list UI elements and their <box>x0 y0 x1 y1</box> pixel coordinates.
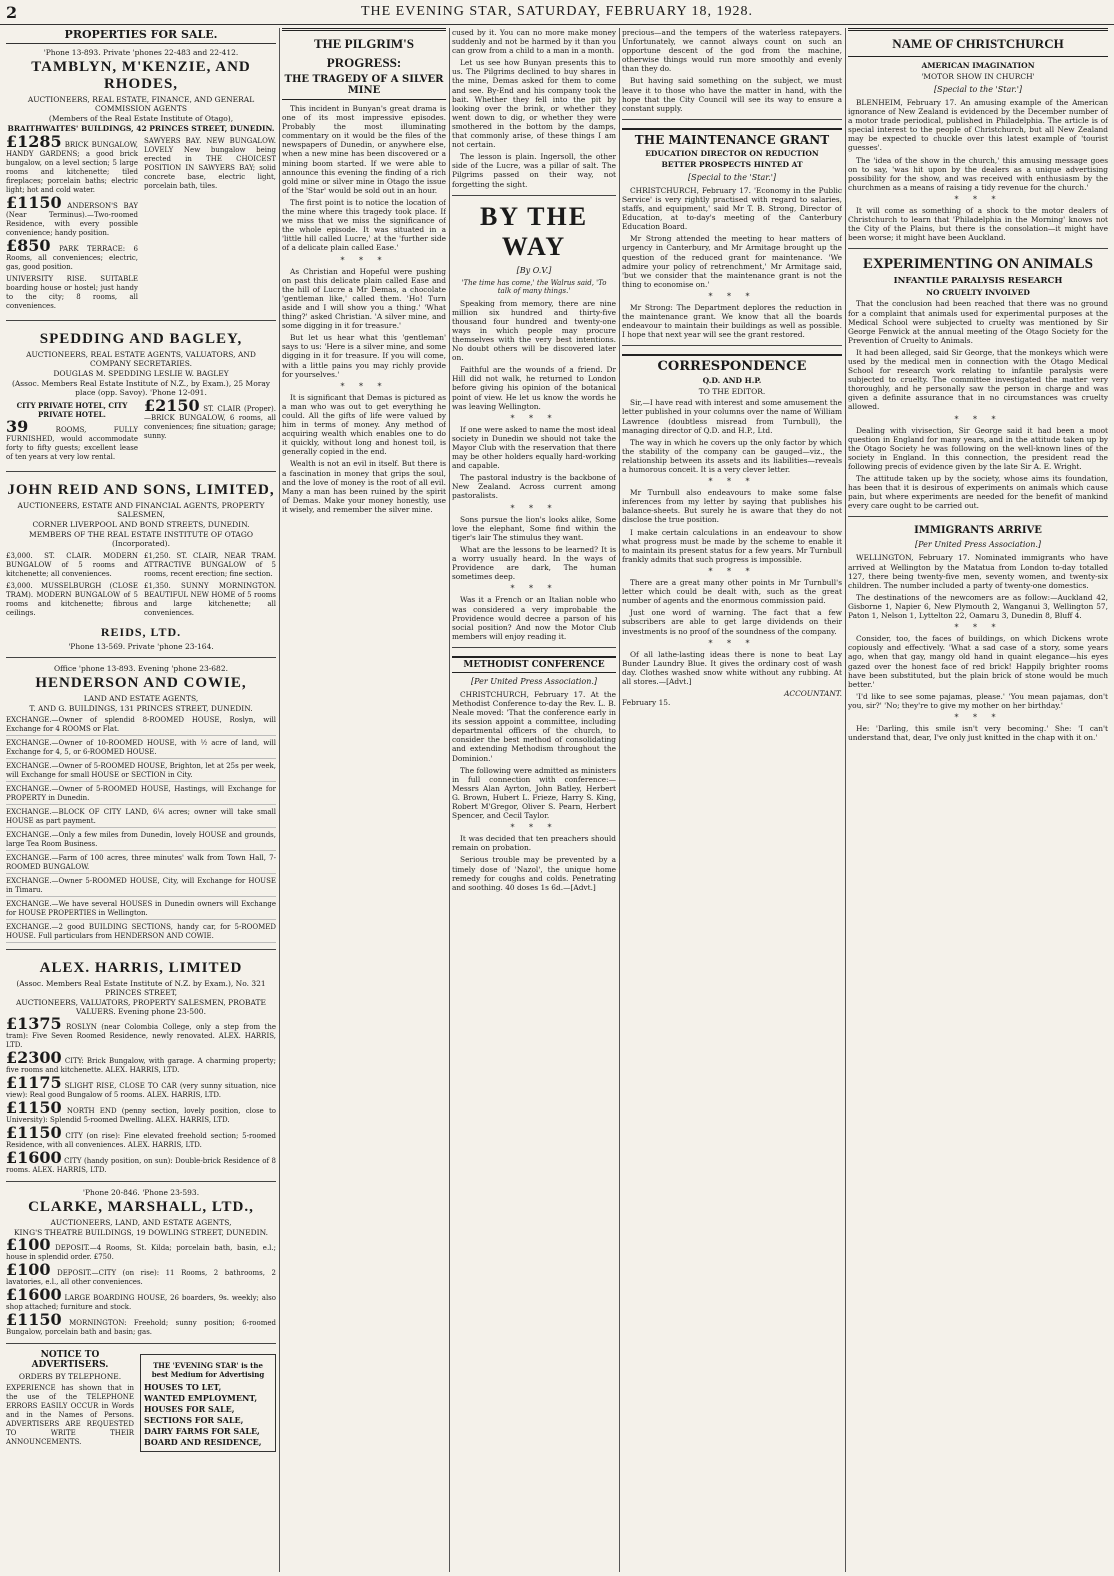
paragraph: I make certain calculations in an endeavour to show what progress must be made by the scheme to enable it to maintain its present status for a few years. Mr Turnbull frankly admits that such progress is impossible. <box>622 527 842 564</box>
article-title: THE MAINTENANCE GRANT <box>622 128 842 147</box>
article-continuation: cused by it. You can no more make money suddenly and not be harmed by it than you can grow from a child to a man in a month. <box>452 28 616 56</box>
article-subtitle: 'MOTOR SHOW IN CHURCH' <box>921 72 1035 81</box>
firm-subtitle: AUCTIONEERS, REAL ESTATE AGENTS, VALUATORS, AND COMPANY SECRETARIES. <box>26 350 256 368</box>
exchange-item: EXCHANGE.—Owner of splendid 8-ROOMED HOUSE, Roslyn, will Exchange for 4 ROOMS or Flat. <box>6 716 276 736</box>
price: £2300 <box>6 1048 62 1067</box>
paragraph: Speaking from memory, there are nine million six hundred and thirty-five thousand four hundred and twenty-one ways in which people may procure themselves with the very best intentions. No doubt others will be discovered later on. <box>452 298 616 363</box>
firm-phones: Office 'phone 13-893. Evening 'phone 23-682. <box>54 664 228 673</box>
ad-text: DEPOSIT.—CITY (on rise): 11 Rooms, 2 bathrooms, 2 lavatories, e.l., all other conveniences. <box>6 1269 276 1286</box>
firm-phones: 'Phone 20-846. 'Phone 23-593. <box>82 1188 200 1197</box>
article-body <box>452 299 616 641</box>
property-ad: CITY PRIVATE HOTEL, CITY PRIVATE HOTEL. <box>16 401 128 419</box>
firm-partners: DOUGLAS M. SPEDDING LESLIE W. BAGLEY <box>53 369 229 378</box>
property-ad <box>6 1073 276 1100</box>
paragraph: CHRISTCHURCH, February 17. 'Economy in the Public Service' is very rightly practised with regard to salaries, staffs, and equipment,' said Mr T. B. Strong, Director of Education, at to-day's meeting of the Canterbury Education Board. <box>622 185 842 232</box>
paragraph: The lesson is plain. Ingersoll, the other side of the Lucre, was a pillar of salt. The Pilgrims passed on their way, not forgetting the sight. <box>452 152 616 189</box>
letter-body <box>622 398 842 686</box>
firm-phones: 'Phone 13-569. Private 'phone 23-164. <box>68 642 214 651</box>
firm-address: T. AND G. BUILDINGS, 131 PRINCES STREET, DUNEDIN. <box>29 704 253 713</box>
price: £1150 <box>6 1310 62 1329</box>
price: £1600 <box>6 1148 62 1167</box>
clarke-ads <box>6 1235 276 1337</box>
harris-ads <box>6 1014 276 1175</box>
property-ad: UNIVERSITY RISE. SUITABLE boarding house or hostel; just handy to the city; 8 rooms, all conveniences. <box>6 275 138 310</box>
firm-subtitle: AUCTIONEERS, VALUATORS, PROPERTY SALESMEN, PROBATE VALUERS. Evening phone 23-500. <box>15 998 267 1016</box>
right-news-column <box>848 28 1108 1572</box>
property-ad: £1150 ANDERSON'S BAY (Near Terminus).—Two-roomed Residence, with every possible convenience; handy position. <box>6 193 138 237</box>
newspaper-title: THE EVENING STAR, SATURDAY, FEBRUARY 18, 1928. <box>360 4 754 19</box>
paragraph: As Christian and Hopeful were pushing on past this delicate plain called Ease and the hill of Lucre a Mr Demas, a chocolate 'gentleman like,' called them. 'Ho! Turn aside and I will show you a thing.' 'What thing?' asked Christian. 'A silver mine, and some digging in it for treasure.' <box>282 266 446 331</box>
ad-text: LARGE BOARDING HOUSE, 26 boarders, 9s. weekly; also shop attached; furniture and stock. <box>6 1294 276 1311</box>
paragraph: The way in which he covers up the only factor by which the stability of the company can be gauged—viz., the relationship between its assets and its liabilities—reveals a humorous conceit. It is a very clever letter. <box>622 437 842 474</box>
ad-text: NORTH END (penny section, lovely position, close to University): Splendid 5-roomed Dwelling. ALEX. HARRIS, LTD. <box>6 1107 276 1124</box>
promo-item: DAIRY FARMS FOR SALE, <box>144 1426 260 1436</box>
paragraph: The first point is to notice the location of the mine where this tragedy took place. If we miss that we miss the significance of the whole episode. It was situated in a 'little hill called Lucre,' at the 'further side of a delicate plain called Ease.' <box>282 197 446 253</box>
paragraph: Mr Turnbull also endeavours to make some false inferences from my letter by saying that publishes his balance-sheets. But surely he is aware that they do not disclose the true position. <box>622 488 842 525</box>
section-break: * * * <box>708 638 756 648</box>
article-title: THE PILGRIM'S PROGRESS: <box>313 36 415 70</box>
news-source: [Per United Press Association.] <box>914 540 1042 550</box>
price: £1150 <box>6 1098 62 1117</box>
paragraph: Sons pursue the lion's looks alike, Some love the elephant, Some find within the tiger's lair The stimulus they want. <box>452 514 616 542</box>
promo-item: SECTIONS FOR SALE, <box>144 1415 244 1425</box>
section-break: * * * <box>510 823 558 833</box>
paragraph: What are the lessons to be learned? It is a worry usually heard. In the ways of Providence are dark, The human sometimes deep. <box>452 544 616 582</box>
section-break: * * * <box>510 584 558 594</box>
paragraph: 'I'd like to see some pajamas, please.' 'You mean pajamas, don't you, sir?' 'No; they're to give my mother on her birthday.' <box>848 691 1108 710</box>
section-break: * * * <box>954 414 1002 424</box>
price: £100 <box>6 1260 51 1279</box>
property-ad <box>6 1310 276 1337</box>
column-rule <box>449 28 450 1572</box>
firm-subtitle: AUCTIONEERS, LAND, AND ESTATE AGENTS, <box>50 1218 232 1227</box>
firm-subtitle: AUCTIONEERS, REAL ESTATE, FINANCE, AND GENERAL COMMISSION AGENTS <box>27 95 255 113</box>
paragraph: The following were admitted as ministers in full connection with conference:—Messrs Alan Ayrton, John Batley, Herbert G. Brown, Hubert L. Frieze, Harry S. King, Robert M'Gregor, Oliver S. Pearn, Herbert Spencer, and Cecil Taylor. <box>452 765 616 821</box>
letter-recipient: TO THE EDITOR. <box>698 387 766 397</box>
paragraph: That the conclusion had been reached that there was no ground for a complaint that animals used for experimental purposes at the Medical School were subjected to cruelty was mentioned by Sir George Fenwick at the annual meeting of the Otago Society for the Prevention of Cruelty to Animals. <box>848 299 1108 345</box>
exchange-item: EXCHANGE.—Farm of 100 acres, three minutes' walk from Town Hall, 7-ROOMED BUNGALOW. <box>6 854 276 874</box>
section-break: * * * <box>708 291 756 301</box>
section-break: * * * <box>708 477 756 487</box>
paragraph: Just one word of warning. The fact that a few subscribers are able to get large dividends on their investments is no proof of the soundness of the company. <box>622 608 842 636</box>
firm-name: CLARKE, MARSHALL, LTD., <box>28 1199 254 1215</box>
paragraph: The destinations of the newcomers are as follow:—Auckland 42, Gisborne 1, Napier 6, New Plymouth 2, Wanganui 3, Wellington 57, Paton 1, Nelson 1, Lyttelton 22, Oamaru 3, Dunedin 8, Bluff 4. <box>848 592 1108 621</box>
paragraph: It was decided that ten preachers should remain on probation. <box>452 834 616 853</box>
paragraph: But let us hear what this 'gentleman' says to us: 'Here is a silver mine, and some digging in it for treasure. If you will come, with a little pains you may richly provide for yourselves.' <box>282 333 446 379</box>
firm-phones: 'Phone 13-893. Private 'phones 22-483 and 22-412. <box>43 48 239 57</box>
ad-text: CITY (handy position, on sun): Double-brick Residence of 8 rooms. ALEX. HARRIS, LTD. <box>6 1157 276 1174</box>
news-source: [Per United Press Association.] <box>470 676 598 686</box>
section-break: * * * <box>954 623 1002 633</box>
section-break: * * * <box>340 255 388 265</box>
firm-subtitle: AUCTIONEERS, ESTATE AND FINANCIAL AGENTS, PROPERTY SALESMEN, <box>17 501 265 519</box>
ad-text: MORNINGTON: Freehold; sunny position; 6-roomed Bungalow, porcelain bath and basin; gas. <box>6 1319 276 1336</box>
byline: [By O.V.] <box>516 265 552 275</box>
article-body <box>452 58 616 188</box>
exchange-item: EXCHANGE.—Owner of 5-ROOMED HOUSE, Hastings, will Exchange for PROPERTY in Dunedin. <box>6 785 276 805</box>
notice-title: NOTICE TO ADVERTISERS. <box>31 1350 109 1370</box>
article-continuation: precious—and the tempers of the waterless ratepayers. Unfortunately, we cannot always count on such an opportune descent of the god from the machine, otherwise things would run more smoothly and evenly than they do. But having said something on the subject, we must leave it to those who have the matter in hand, with the hope that the City Council will see its way to ensure a constant supply. <box>622 28 842 113</box>
price: £2150 <box>144 396 200 415</box>
property-ad: £3,000. ST. CLAIR. MODERN BUNGALOW of 5 rooms and kitchenette; all conveniences. <box>6 552 138 578</box>
price: £1150 <box>6 1123 62 1142</box>
letter-signature: ACCOUNTANT. <box>784 689 842 699</box>
article-body <box>452 690 616 892</box>
exchange-item: EXCHANGE.—Owner of 5-ROOMED HOUSE, Brighton, let at 25s per week, will Exchange for small HOUSE or SECTION in City. <box>6 762 276 782</box>
firm-address: KING'S THEATRE BUILDINGS, 19 DOWLING STREET, DUNEDIN. <box>13 1228 269 1237</box>
firm-name: JOHN REID AND SONS, LIMITED, <box>7 482 275 498</box>
paragraph: CHRISTCHURCH, February 17. At the Methodist Conference to-day the Rev. L. B. Neale moved: 'That the conference early in its session appoint a committee, including departmental officers of the church, to consider the best method of consolidating and extending Methodism throughout the Dominion.' <box>452 689 616 763</box>
firm-subtitle: (Members of the Real Estate Institute of Otago), <box>48 114 234 123</box>
article-title: EXPERIMENTING ON ANIMALS <box>862 256 1094 273</box>
price: £100 <box>6 1235 51 1254</box>
paragraph: It had been alleged, said Sir George, that the monkeys which were used by the medical men in connection with the Otago Medical School for research work relating to infantile paralysis were subjected to cruelty. The committee investigated the matter very thoroughly, and he personally saw the person in charge and was given a definite assurance that in no circumstances was cruelty allowed. <box>848 347 1108 412</box>
paragraph: There are a great many other points in Mr Turnbull's letter which could be dealt with, such as the great number of agents and the enormous commission paid. <box>622 578 842 606</box>
article-body <box>282 104 446 514</box>
ad-text: CITY: Brick Bungalow, with garage. A charming property; five rooms and kitchenette. ALEX. HARRIS, LTD. <box>6 1057 276 1074</box>
article-body <box>848 553 1108 742</box>
firm-name: HENDERSON AND COWIE, <box>35 675 247 691</box>
section-break: * * * <box>510 413 558 423</box>
article-subtitle: AMERICAN IMAGINATION <box>921 61 1035 70</box>
property-ad <box>6 1260 276 1287</box>
price: 39 <box>6 417 29 436</box>
notice-text: EXPERIENCE has shown that in the use of the TELEPHONE ERRORS EASILY OCCUR in Words and in the Names of Persons. ADVERTISERS ARE REQUESTED TO WRITE THEIR ANNOUNCEMENTS. <box>6 1384 134 1446</box>
column-title: BY THE WAY <box>479 201 589 261</box>
exchange-item: EXCHANGE.—Owner 5-ROOMED HOUSE, City, will Exchange for HOUSE in Timaru. <box>6 877 276 897</box>
price: £1150 <box>6 193 62 212</box>
price: £1600 <box>6 1285 62 1304</box>
ad-text: SLIGHT RISE, CLOSE TO CAR (very sunny situation, nice view): Real good Bungalow of 5 rooms. ALEX. HARRIS, LTD. <box>6 1082 276 1099</box>
property-ad: 39 ROOMS, FULLY FURNISHED, would accommodate forty to fifty guests; excellent lease of ten years at very low rental. <box>6 417 138 461</box>
ad-text: DEPOSIT.—4 Rooms, St. Kilda; porcelain bath, basin, e.l.; house in splendid order. £750. <box>6 1244 276 1261</box>
column-rule <box>845 28 846 1572</box>
property-ad: £1,250. ST. CLAIR, NEAR TRAM. ATTRACTIVE BUNGALOW of 5 rooms, recent erection; fine section. <box>144 552 276 578</box>
price: £850 <box>6 236 51 255</box>
article-body <box>622 186 842 340</box>
property-ad <box>6 1148 276 1175</box>
firm-subtitle: LAND AND ESTATE AGENTS, <box>83 694 199 703</box>
firm-name: ALEX. HARRIS, LIMITED <box>39 960 243 976</box>
paragraph: Wealth is not an evil in itself. But there is a fascination in money that grips the soul, and the love of money is the root of all evil. Many a man has been ruined by the spirit of Demas. Make your money honestly, use it wisely, and remember the silver mine. <box>282 459 446 514</box>
section-break: * * * <box>340 381 388 391</box>
paragraph: Faithful are the wounds of a friend. Dr Hill did not walk, he returned to London before giving his opinion of the botanical point of view. He let us know the words he was leaving Wellington. <box>452 365 616 411</box>
paragraph: Mr Strong attended the meeting to hear matters of urgency in Canterbury, and Mr Armitage brought up the question of the reduced grant for maintenance. 'We admire your policy of retrenchment,' Mr Armitage said, 'but we consider that the maintenance grant is not the thing to economise on.' <box>622 234 842 289</box>
article-subtitle: EDUCATION DIRECTOR ON REDUCTION <box>645 148 819 158</box>
paragraph: The 'idea of the show in the church,' this amusing message goes on to say, 'was hit upon by the dealers as a unique advertising possibility for the show, and was received with enthusiasm by the churchmen as a means of raising a tidy revenue for the church.' <box>848 155 1108 192</box>
promo-item: HOUSES TO LET, <box>144 1382 222 1392</box>
paragraph: The attitude taken up by the society, whose aims its foundation, has been that it is desirous of experiments on animals which cause pain, but where experiments are needed for the benefit of mankind every care ought to be carried out. <box>848 474 1108 511</box>
property-ad: £2150 ST. CLAIR (Proper).—BRICK BUNGALOW, 6 rooms, all conveniences; fine situation; garage; sunny. <box>144 396 276 440</box>
section-break: * * * <box>510 503 558 513</box>
ad-text: ROSLYN (near Colombia College, only a step from the tram): Five Seven Roomed Residence, newly renovated. ALEX. HARRIS, LTD. <box>6 1023 276 1049</box>
paragraph: Dealing with vivisection, Sir George said it had been a moot question in England for many years, and in the attitude taken up by the Otago Society he was following on the well-known lines of the society in England. In this connection, the president read the following precis of evidence given by the late Sir A. E. Wright. <box>848 425 1108 471</box>
exchange-item: EXCHANGE.—2 good BUILDING SECTIONS, handy car, for 5-ROOMED HOUSE. Full particulars from HENDERSON AND COWIE. <box>6 923 276 943</box>
news-source: [Special to the 'Star.'] <box>933 85 1023 94</box>
middle-news-column <box>622 28 842 1572</box>
section-break: * * * <box>708 566 756 576</box>
promo-item: WANTED EMPLOYMENT, <box>144 1393 258 1403</box>
letter-date: February 15. <box>622 698 671 708</box>
exchange-list <box>6 716 276 943</box>
property-ad: £3,000. MUSSELBURGH (CLOSE TRAM). MODERN BUNGALOW of 5 rooms and kitchenette; fibrous ceilings. <box>6 582 138 617</box>
letter-title: Q.D. AND H.P. <box>702 376 762 386</box>
property-ad <box>6 1285 276 1312</box>
section-title: CORRESPONDENCE <box>622 354 842 374</box>
firm-subtitle: (Assoc. Members Real Estate Institute of N.Z. by Exam.), No. 321 PRINCES STREET, <box>16 979 266 997</box>
firm-subtitle: MEMBERS OF THE REAL ESTATE INSTITUTE OF OTAGO (Incorporated). <box>29 530 253 548</box>
paragraph: Let us see how Bunyan presents this to us. The Pilgrims declined to buy shares in the mine, Demas asked for them to come and see. By-End and his company took the bait. Whether they fell into the pit by looking over the brink, or whether they went down to dig, or whether they were smothered in the bottom by the damps, that commonly arise, of these things I am not certain. <box>452 58 616 150</box>
property-ad <box>6 1048 276 1075</box>
paragraph: This incident in Bunyan's great drama is one of its most impressive episodes. Probably the most illuminating commentary on it would be the files of the newspapers of Dunedin, or anywhere else, when a new mine has been discovered or a mining boom started. If we were able to announce this evening the finding of a rich gold mine or silver mine in Otago the issue of the 'Star' would be sold out in an hour. <box>282 104 446 195</box>
masthead <box>0 0 1114 25</box>
star-promo-list <box>144 1382 272 1448</box>
exchange-item: EXCHANGE.—We have several HOUSES in Dunedin owners will Exchange for HOUSE PROPERTIES in Wellington. <box>6 900 276 920</box>
article-body <box>848 299 1108 510</box>
property-ad <box>6 1235 276 1262</box>
section-heading: PROPERTIES FOR SALE. <box>6 28 276 44</box>
article-title: IMMIGRANTS ARRIVE <box>914 525 1042 537</box>
article-subtitle: BETTER PROSPECTS HINTED AT <box>661 159 803 169</box>
article-title: METHODIST CONFERENCE <box>452 656 616 673</box>
firm-address: CORNER LIVERPOOL AND BOND STREETS, DUNEDIN. <box>32 520 250 529</box>
paragraph: WELLINGTON, February 17. Nominated immigrants who have arrived at Wellington by the Matatua from London to-day totalled 127, there being twenty-five men, seventy women, and twenty-six children. The number included a party of twenty-one domestics. <box>848 553 1108 590</box>
property-ad <box>6 1123 276 1150</box>
paragraph: If one were asked to name the most ideal society in Dunedin we should not take the Mayor Club with the reservation that there may be other holders equally hard-working and capable. <box>452 424 616 471</box>
property-ad: £1285 BRICK BUNGALOW, HANDY GARDENS; a good brick bungalow, on a level section; 5 large rooms and kitchenette; tiled fireplaces; porcelain baths; electric light; hot and cold water. <box>6 132 138 194</box>
paragraph: Was it a French or an Italian noble who was considered a very improbable the Providence would decree a parson of his social position? And now the Motor Club members will enjoy reading it. <box>452 595 616 641</box>
section-break: * * * <box>954 712 1002 722</box>
notice-subtitle: ORDERS BY TELEPHONE. <box>18 1372 122 1381</box>
property-ad <box>6 1098 276 1125</box>
promo-item: HOUSES FOR SALE, <box>144 1404 235 1414</box>
page-number: 2 <box>6 3 18 22</box>
price: £1375 <box>6 1014 62 1033</box>
article-subtitle: THE TRAGEDY OF A SILVER MINE <box>284 74 444 96</box>
paragraph: Mr Strong: The Department deplores the reduction in the maintenance grant. We know that all the boards endeavour to maintain their buildings as well as possible. I hope that next year will see the grant restored. <box>622 302 842 340</box>
property-ad: £850 PARK TERRACE: 6 Rooms, all conveniences; electric, gas, good position. <box>6 236 138 271</box>
exchange-item: EXCHANGE.—BLOCK OF CITY LAND, 6¼ acres; owner will take small HOUSE as part payment. <box>6 808 276 828</box>
price: £1285 <box>6 132 62 151</box>
star-promo-title: THE 'EVENING STAR' is the best Medium for Advertising <box>151 1361 265 1379</box>
property-ad: SAWYERS BAY. NEW BUNGALOW. LOVELY New bungalow being erected in THE CHOICEST POSITION IN SAWYERS BAY; solid concrete base, electric light, porcelain bath, tiles. <box>144 137 276 190</box>
price: £1175 <box>6 1073 62 1092</box>
exchange-item: EXCHANGE.—Owner of 10-ROOMED HOUSE, with ½ acre of land, will Exchange for 4, 5, or 6-ROOMED HOUSE. <box>6 739 276 759</box>
article-subtitle: INFANTILE PARALYSIS RESEARCH <box>893 276 1063 287</box>
property-ad: £1,350. SUNNY MORNINGTON. BEAUTIFUL NEW HOME of 5 rooms and large kitchenette; all conveniences. <box>144 582 276 617</box>
firm-signature: REIDS, LTD. <box>100 625 182 639</box>
paragraph: The pastoral industry is the backbone of New Zealand. Across current among pastoralists. <box>452 473 616 501</box>
paragraph: Serious trouble may be prevented by a timely dose of 'Nazol', the unique home remedy for coughs and colds. Penetrating and soothing. 40 doses 1s 6d.—[Advt.] <box>452 855 616 892</box>
paragraph: He: 'Darling, this smile isn't very becoming.' She: 'I can't understand that, dear, I've only just knitted in the chap with it on.' <box>848 724 1108 743</box>
ad-text: CITY (on rise): Fine elevated freehold section; 5-roomed Residence, with all conveniences. ALEX. HARRIS, LTD. <box>6 1132 276 1149</box>
column-rule <box>619 28 620 1572</box>
epigraph: 'The time has come,' the Walrus said, 'To talk of many things.' <box>461 278 607 295</box>
firm-address: (Assoc. Members Real Estate Institute of N.Z., by Exam.), 25 Moray place (opp. Savoy). 'Phone 12-091. <box>11 379 271 397</box>
firm-name: SPEDDING AND BAGLEY, <box>39 331 243 347</box>
paragraph: It will come as something of a shock to the motor dealers of Christchurch to learn that 'Philadelphia in the Morning' knows not the City of the Plains, but there is the consolation—it might have been worse; it might have been Auckland. <box>848 206 1108 243</box>
exchange-item: EXCHANGE.—Only a few miles from Dunedin, lovely HOUSE and grounds, large Tea Room Business. <box>6 831 276 851</box>
paragraph: BLENHEIM, February 17. An amusing example of the American ignorance of New Zealand is evidenced by the December number of a motor trade periodical, published in Philadelphia. The article is of special interest to the people of Christchurch, but all New Zealand may be expected to chuckle over this latest example of 'tourist guesses'. <box>848 98 1108 153</box>
paragraph: Of all lathe-lasting ideas there is none to beat Lay Bunder Laundry Blue. It gives the ordinary cost of wash day. Clothes washed snow white without any rubbing. At all stores.—[Advt.] <box>622 649 842 686</box>
firm-name: TAMBLYN, M'KENZIE, AND RHODES, <box>31 59 251 92</box>
promo-item: BOARD AND RESIDENCE, <box>144 1437 262 1447</box>
column-rule <box>279 28 280 1572</box>
paragraph: Sir,—I have read with interest and some amusement the letter published in your columns over the name of William Lawrence (doubtless misread from Turnbull), the managing director of Q.D. and H.P., Ltd. <box>622 398 842 435</box>
properties-column <box>6 28 276 1572</box>
paragraph: It is significant that Demas is pictured as a man who was out to get everything he could. All the gifts of life were valued by him in terms of money. Any method of acquiring wealth which enables one to do it quickly, without long and honest toil, is generally copied in the end. <box>282 392 446 457</box>
property-ad <box>6 1014 276 1050</box>
firm-address: BRAITHWAITES' BUILDINGS, 42 PRINCES STREET, DUNEDIN. <box>7 124 275 133</box>
by-the-way-column <box>452 28 616 1572</box>
news-source: [Special to the 'Star.'] <box>687 172 777 182</box>
article-title: NAME OF CHRISTCHURCH <box>892 36 1064 51</box>
article-subtitle: NO CRUELTY INVOLVED <box>926 288 1030 298</box>
pilgrims-progress-article <box>282 28 446 1572</box>
article-body <box>848 98 1108 242</box>
section-break: * * * <box>954 194 1002 204</box>
paragraph: Consider, too, the faces of buildings, on which Dickens wrote copiously and effectively. 'What a sad case of a story, some years ago, when that gay, mangy old hand in quaint elegance—his eyes gazed over the honest face of red brick! Happily brighter rooms have been substituted, but the plain brick of stone would be much better.' <box>848 634 1108 689</box>
